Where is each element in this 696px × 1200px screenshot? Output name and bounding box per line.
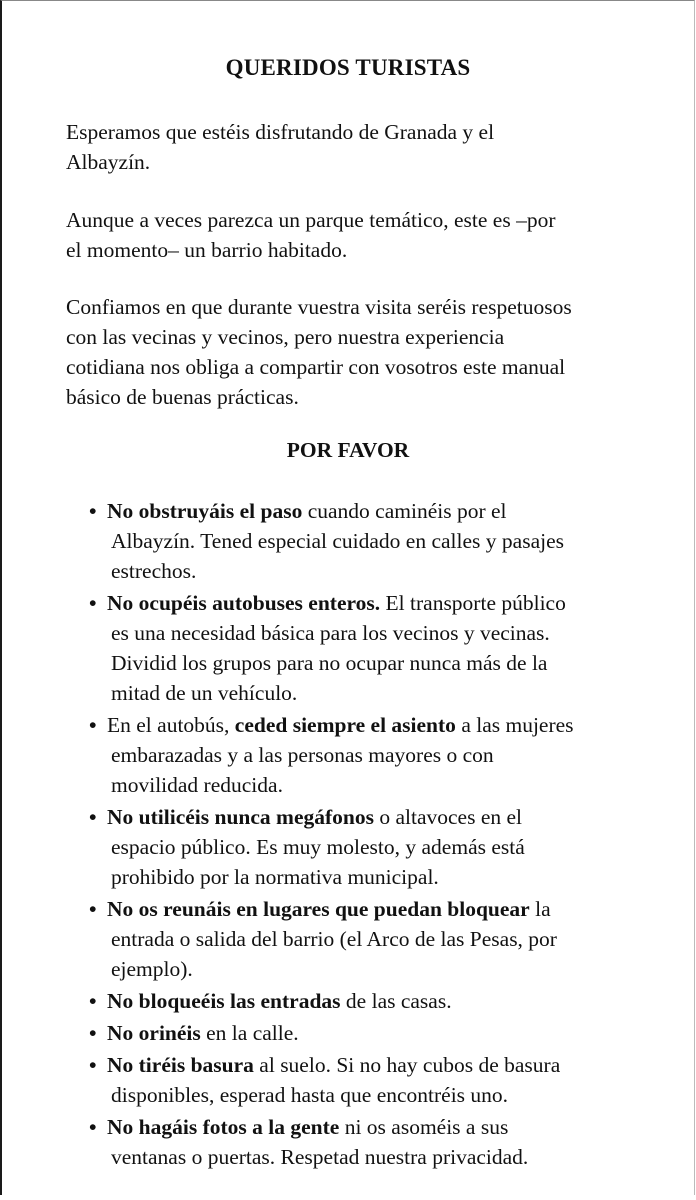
rule-continuation: Dividid los grupos para no ocupar nunca más de la bbox=[111, 651, 548, 675]
bullet-icon: • bbox=[89, 989, 97, 1013]
rule-text: la bbox=[529, 897, 551, 921]
rule-bold-text: No ocupéis autobuses enteros. bbox=[107, 591, 381, 615]
bullet-icon: • bbox=[89, 499, 97, 523]
rule-continuation: movilidad reducida. bbox=[111, 773, 283, 797]
intro-p3-line2: con las vecinas y vecinos, pero nuestra experiencia bbox=[66, 325, 505, 349]
intro-p3-line1: Confiamos en que durante vuestra visita seréis respetuosos bbox=[66, 295, 572, 319]
rule-continuation: embarazadas y a las personas mayores o con bbox=[111, 743, 494, 767]
rule-continuation: ejemplo). bbox=[111, 957, 193, 981]
rule-text: cuando caminéis por el bbox=[302, 499, 507, 523]
rule-text: al suelo. Si no hay cubos de basura bbox=[253, 1053, 561, 1077]
rule-continuation: espacio público. Es muy molesto, y además está bbox=[111, 835, 525, 859]
rule-text: El transporte público bbox=[380, 591, 566, 615]
rule-bold-text: ceded siempre el asiento bbox=[234, 713, 456, 737]
intro-p1-line2: Albayzín. bbox=[66, 150, 151, 174]
rule-bold-text: No os reunáis en lugares que puedan bloquear bbox=[107, 897, 530, 921]
rule-continuation: estrechos. bbox=[111, 559, 197, 583]
rule-text: a las mujeres bbox=[455, 713, 574, 737]
rules-list bbox=[89, 496, 679, 1174]
rule-item bbox=[89, 588, 679, 708]
section-subtitle: POR FAVOR bbox=[286, 438, 410, 462]
rule-item bbox=[89, 986, 679, 1016]
intro-paragraph-3 bbox=[66, 292, 666, 412]
rule-text: en la calle. bbox=[200, 1021, 299, 1045]
rule-bold-text: No orinéis bbox=[107, 1021, 201, 1045]
rule-bold-text: No hagáis fotos a la gente bbox=[107, 1115, 340, 1139]
document-title: QUERIDOS TURISTAS bbox=[225, 55, 471, 80]
intro-p1-line1: Esperamos que estéis disfrutando de Granada y el bbox=[66, 120, 495, 144]
rule-continuation: ventanas o puertas. Respetad nuestra privacidad. bbox=[111, 1145, 529, 1169]
intro-p3-line3: cotidiana nos obliga a compartir con vosotros este manual bbox=[66, 355, 566, 379]
intro-p2-line2: el momento– un barrio habitado. bbox=[66, 238, 348, 262]
rule-text: de las casas. bbox=[340, 989, 452, 1013]
intro-p2-line1: Aunque a veces parezca un parque temático, este es –por bbox=[66, 208, 556, 232]
bullet-icon: • bbox=[89, 1021, 97, 1045]
bullet-icon: • bbox=[89, 713, 97, 737]
rule-item bbox=[89, 1112, 679, 1172]
rule-pre-text: En el autobús, bbox=[107, 713, 235, 737]
rule-item bbox=[89, 1050, 679, 1110]
rule-item bbox=[89, 894, 679, 984]
rule-item bbox=[89, 496, 679, 586]
rule-bold-text: No bloqueéis las entradas bbox=[107, 989, 341, 1013]
rule-bold-text: No utilicéis nunca megáfonos bbox=[107, 805, 374, 829]
rule-bold-text: No tiréis basura bbox=[107, 1053, 254, 1077]
rule-continuation: entrada o salida del barrio (el Arco de las Pesas, por bbox=[111, 927, 557, 951]
rule-text: ni os asoméis a sus bbox=[339, 1115, 509, 1139]
rule-item bbox=[89, 802, 679, 892]
rule-text: o altavoces en el bbox=[373, 805, 523, 829]
rule-continuation: es una necesidad básica para los vecinos y vecinas. bbox=[111, 621, 550, 645]
rule-item bbox=[89, 1018, 679, 1048]
intro-paragraph-2 bbox=[66, 205, 666, 265]
rule-item bbox=[89, 710, 679, 800]
intro-p3-line4: básico de buenas prácticas. bbox=[66, 385, 299, 409]
intro-paragraph-1 bbox=[66, 117, 666, 177]
bullet-icon: • bbox=[89, 591, 97, 615]
rule-continuation: prohibido por la normativa municipal. bbox=[111, 865, 439, 889]
rule-continuation: disponibles, esperad hasta que encontréis uno. bbox=[111, 1083, 509, 1107]
bullet-icon: • bbox=[89, 1053, 97, 1077]
rule-continuation: Albayzín. Tened especial cuidado en calles y pasajes bbox=[111, 529, 565, 553]
bullet-icon: • bbox=[89, 805, 97, 829]
rule-continuation: mitad de un vehículo. bbox=[111, 681, 298, 705]
rule-bold-text: No obstruyáis el paso bbox=[107, 499, 303, 523]
bullet-icon: • bbox=[89, 897, 97, 921]
bullet-icon: • bbox=[89, 1115, 97, 1139]
